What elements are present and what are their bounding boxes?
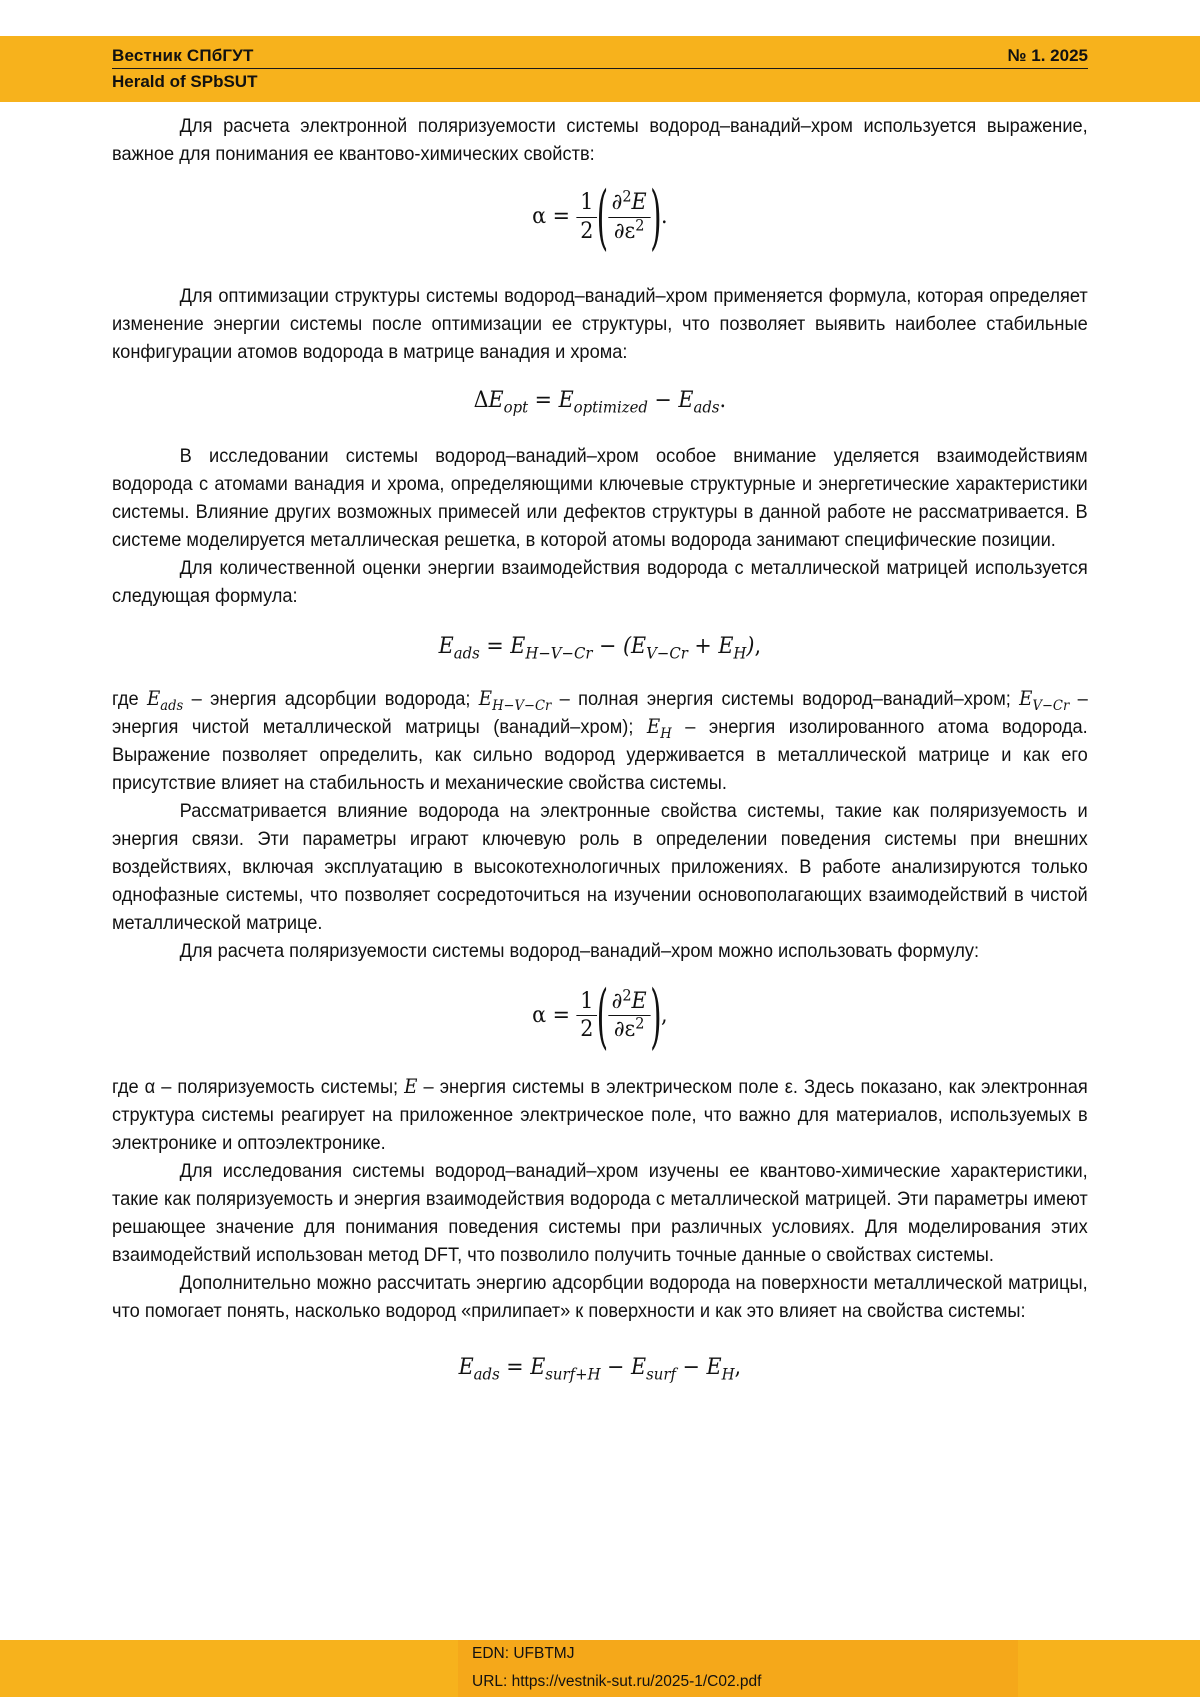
paragraph: где α – поляризуемость системы; E – энергия системы в электрическом поле ε. Здесь показано, как электронная структура системы реагирует на приложенное электрическое поле, что важно для материалов, используемых в электронике и оптоэлектронике. bbox=[112, 1074, 1088, 1154]
equation-adsorption-energy: $E_{ads} = E_{H-V-Cr} - (E_{V-Cr} + E_H)$, bbox=[438, 634, 762, 663]
header-rule bbox=[112, 68, 1088, 69]
footer-url[interactable]: URL: https://vestnik-sut.ru/2025-1/C02.pdf bbox=[472, 1673, 762, 1690]
journal-title-en: Herald of SPbSUT bbox=[112, 72, 258, 91]
paragraph: где $E_{ads}$ – энергия адсорбции водорода; $E_{H-V-Cr}$ – полная энергия системы водород–ванадий–хром; $E_{V-Cr}$ – энергия чистой металлической матрицы (ванадий–хром); $E_H$ – энергия изолированного атома водорода. Выражение позволяет определить, как сильно водород удерживается в металлической матрице и как его присутствие влияет на стабильность и механические свойства системы. bbox=[112, 686, 1088, 794]
equation-polarizability-2: α = $\frac{1}{2}$ ( $\frac{\partial^2E}{\partial\varepsilon^2}$ ), bbox=[532, 974, 668, 1057]
issue-number: № 1. 2025 bbox=[1007, 46, 1088, 65]
paragraph: Для расчета электронной поляризуемости системы водород–ванадий–хром используется выражение, важное для понимания ее квантово-химических свойств: bbox=[112, 115, 1088, 165]
paragraph: В исследовании системы водород–ванадий–хром особое внимание уделяется взаимодействиям водорода с атомами ванадия и хрома, определяющими ключевые структурные и энергетические характеристики системы. Влияние других возможных примесей или дефектов структуры в данной работе не рассматривается. В системе моделируется металлическая решетка, в которой атомы водорода занимают специфические позиции. bbox=[112, 445, 1088, 552]
paragraph: Для расчета поляризуемости системы водород–ванадий–хром можно использовать формулу: bbox=[179, 939, 980, 962]
footer-edn: EDN: UFBTMJ bbox=[472, 1645, 575, 1662]
paragraph: Для количественной оценки энергии взаимодействия водорода с металлической матрицей используется следующая формула: bbox=[112, 557, 1088, 608]
paragraph: Дополнительно можно рассчитать энергию адсорбции водорода на поверхности металлической матрицы, что помогает понять, насколько водород «прилипает» к поверхности и как это влияет на свойства системы: bbox=[112, 1271, 1088, 1322]
page-footer bbox=[0, 1640, 1200, 1697]
page-header bbox=[0, 36, 1200, 102]
article-body bbox=[112, 112, 1088, 1384]
equation-polarizability-1: α = $\frac{1}{2}$ ( $\frac{\partial^2E}{\partial\varepsilon^2}$ ). bbox=[532, 176, 668, 258]
journal-title-ru: Вестник СПбГУТ bbox=[112, 46, 254, 65]
paragraph: Рассматривается влияние водорода на электронные свойства системы, такие как поляризуемость и энергия связи. Эти параметры играют ключевую роль в определении поведения системы при внешних воздействиях, включая эксплуатацию в высокотехнологичных приложениях. В работе анализируются только однофазные системы, что позволяет сосредоточиться на изучении основополагающих взаимодействий в чистой металлической матрице. bbox=[112, 799, 1088, 934]
equation-surface-adsorption: $E_{ads} = E_{surf+H} - E_{surf} - E_H$, bbox=[458, 1354, 742, 1384]
equation-energy-optimization: $\Delta E_{opt} = E_{optimized} - E_{ads}$. bbox=[473, 388, 727, 417]
paragraph: Для оптимизации структуры системы водород–ванадий–хром применяется формула, которая определяет изменение энергии системы после оптимизации ее структуры, что позволяет выявить наиболее стабильные конфигурации атомов водорода в матрице ванадия и хрома: bbox=[112, 285, 1088, 363]
paragraph: Для исследования системы водород–ванадий–хром изучены ее квантово-химические характеристики, такие как поляризуемость и энергия взаимодействия водорода с металлической матрицей. Эти параметры имеют решающее значение для понимания поведения системы при различных условиях. Для моделирования этих взаимодействий использован метод DFT, что позволило получить точные данные о свойствах системы. bbox=[112, 1159, 1088, 1266]
